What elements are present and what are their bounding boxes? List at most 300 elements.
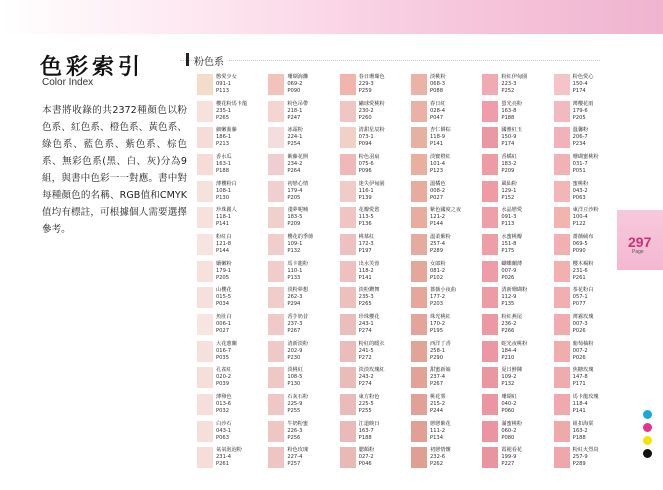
color-name: 薔薇絨布 <box>572 233 594 240</box>
color-page: P039 <box>216 381 230 388</box>
intro-paragraph: 本書將收錄的共2372種顏色以粉色系、紅色系、橙色系、黃色系、綠色系、藍色系、紫色系、棕色系、無彩色系(黑、白、灰)分為9組，與書中色彩一一對應。書中對每種顏色的名稱、RGB值和CMYK值均有標註，可根據個人需要選擇參考。 <box>42 105 187 235</box>
color-code: 110-1 <box>287 267 303 274</box>
color-page: P088 <box>429 88 444 94</box>
color-entry <box>197 127 258 154</box>
color-page: P205 <box>287 194 301 201</box>
color-name: 國雅紅玉 <box>501 127 523 134</box>
color-entry <box>554 367 615 394</box>
color-page: P260 <box>358 114 372 121</box>
color-info <box>501 234 522 255</box>
color-code: 043-1 <box>216 427 232 434</box>
color-info <box>287 181 308 202</box>
color-swatch <box>554 127 570 148</box>
color-entry <box>482 74 543 101</box>
color-name: 孔雀紅 <box>216 367 232 374</box>
color-page: P090 <box>287 88 301 94</box>
color-info <box>287 341 308 362</box>
color-info <box>359 101 385 122</box>
color-page: P227 <box>501 461 515 468</box>
color-info <box>287 287 308 308</box>
color-entry <box>268 367 329 394</box>
color-code: 177-2 <box>429 294 446 301</box>
color-info <box>573 287 594 308</box>
color-swatch <box>554 207 570 228</box>
color-info <box>216 154 232 175</box>
cmyk-registration-dots <box>643 410 652 458</box>
color-swatch <box>411 154 427 175</box>
color-info <box>573 261 594 282</box>
color-info <box>287 234 313 255</box>
color-info <box>287 101 308 122</box>
color-name: 粉紅白 <box>216 233 232 240</box>
color-swatch <box>554 394 570 415</box>
color-name: 水蜜桃瓣 <box>501 233 523 240</box>
color-page: P077 <box>572 301 586 308</box>
color-name: 嬌嫩粉 <box>216 260 232 267</box>
color-entry <box>268 447 329 474</box>
color-info <box>430 154 451 175</box>
color-entry <box>482 421 543 448</box>
color-swatch <box>411 421 427 442</box>
color-swatch <box>411 207 427 228</box>
color-swatch <box>197 234 213 255</box>
color-info <box>430 341 451 362</box>
color-code: 163-8 <box>501 107 517 114</box>
color-info <box>573 154 599 175</box>
color-page: P188 <box>501 114 515 121</box>
color-swatch <box>340 127 356 148</box>
color-code: 202-9 <box>287 347 303 354</box>
color-entry <box>268 127 329 154</box>
black-dot <box>643 449 652 458</box>
color-page: P135 <box>501 301 515 308</box>
color-code: 241-5 <box>358 347 374 354</box>
color-page: P051 <box>572 167 586 174</box>
color-page: P254 <box>287 141 301 148</box>
color-swatch <box>482 287 498 308</box>
color-page: P203 <box>429 301 444 308</box>
color-swatch <box>482 447 498 468</box>
color-info <box>501 207 522 228</box>
color-swatch <box>268 314 284 335</box>
color-page: P123 <box>429 167 444 174</box>
color-page: P267 <box>287 327 301 334</box>
color-entry <box>268 181 329 208</box>
color-swatch <box>268 447 284 468</box>
color-entry <box>340 421 401 448</box>
color-entry <box>197 234 258 261</box>
color-swatch <box>482 127 498 148</box>
color-swatch <box>482 394 498 415</box>
color-swatch <box>268 154 284 175</box>
color-name: 霞褪看花 <box>501 447 523 454</box>
color-info <box>573 74 594 95</box>
color-swatch <box>268 421 284 442</box>
color-page: P027 <box>216 327 230 334</box>
color-code: 043-2 <box>572 187 588 194</box>
color-info <box>359 341 385 362</box>
color-name: 薄櫻粉白 <box>216 180 237 187</box>
color-page: P188 <box>358 434 372 441</box>
color-name: 風仙粉 <box>501 180 517 187</box>
color-code: 118-1 <box>216 214 232 221</box>
color-entry <box>411 394 472 421</box>
color-name: 珊瑚海灘 <box>287 74 309 80</box>
color-name: 清新淡粉 <box>287 340 309 347</box>
color-code: 227-4 <box>287 454 303 461</box>
color-swatch <box>411 261 427 282</box>
color-name: 初戀情懷 <box>429 447 451 454</box>
color-code: 229-3 <box>358 81 374 87</box>
color-code: 015-5 <box>216 294 232 301</box>
color-entry <box>554 207 615 234</box>
color-info <box>216 367 232 388</box>
color-info <box>430 261 446 282</box>
color-code: 027-2 <box>358 454 374 461</box>
color-name: 桃花雾 <box>429 393 446 400</box>
color-swatch <box>197 421 213 442</box>
color-name: 珠光桃紅 <box>429 313 451 320</box>
color-name: 紐扣海棠 <box>572 420 594 427</box>
color-swatch <box>554 421 570 442</box>
color-name: 女郎粉 <box>429 260 446 267</box>
color-code: 116-1 <box>358 187 374 194</box>
color-name: 石灰石粉 <box>287 393 309 400</box>
color-name: 紫藤花開 <box>287 153 309 160</box>
color-code: 225-5 <box>358 400 374 407</box>
color-page: P080 <box>501 434 515 441</box>
color-swatch <box>197 341 213 362</box>
color-name: 螢光亮粉 <box>501 100 523 107</box>
color-page: P027 <box>429 194 444 201</box>
section-marker <box>186 53 189 66</box>
color-info <box>501 394 517 415</box>
color-code: 007-3 <box>572 320 588 327</box>
color-code: 237-3 <box>287 320 303 327</box>
color-entry <box>268 154 329 181</box>
color-code: 069-2 <box>287 81 303 87</box>
color-entry <box>197 287 258 314</box>
color-page: P261 <box>216 461 230 468</box>
color-info <box>430 447 451 468</box>
color-page: P252 <box>501 88 515 94</box>
color-entry <box>340 394 401 421</box>
color-code: 081-2 <box>429 267 446 274</box>
color-code: 031-7 <box>572 160 588 167</box>
color-name: 繡球愛桃粉 <box>358 100 385 107</box>
color-swatch <box>411 234 427 255</box>
color-code: 068-3 <box>429 81 446 87</box>
color-entry <box>554 341 615 368</box>
color-entry <box>411 447 472 474</box>
page-title: 色彩索引 <box>40 55 145 80</box>
color-entry <box>482 207 543 234</box>
color-code: 163-7 <box>358 427 374 434</box>
color-page: P060 <box>501 407 515 414</box>
color-code: 109-1 <box>287 240 303 247</box>
color-name: 溫橘色 <box>429 180 446 187</box>
color-name: 紫色國度之夜 <box>429 207 462 214</box>
color-code: 101-4 <box>429 160 446 167</box>
color-swatch <box>482 261 498 282</box>
color-entry <box>554 127 615 154</box>
color-code: 257-9 <box>572 454 588 461</box>
color-code: 040-2 <box>501 400 517 407</box>
color-name: 薔薇小夜曲 <box>429 287 456 294</box>
color-page: P130 <box>287 381 301 388</box>
color-entry <box>340 74 401 101</box>
color-swatch <box>554 154 570 175</box>
color-code: 231-6 <box>572 267 588 274</box>
color-code: 108-5 <box>287 374 303 381</box>
color-info <box>287 261 308 282</box>
color-swatch <box>554 181 570 202</box>
color-name: 粉紅的暖衣 <box>358 340 385 347</box>
color-info <box>573 314 594 335</box>
color-page: P290 <box>429 354 444 361</box>
color-info <box>501 447 522 468</box>
color-swatch <box>482 234 498 255</box>
color-entry <box>268 261 329 288</box>
color-swatch <box>268 101 284 122</box>
color-info <box>216 447 242 468</box>
color-page: P134 <box>429 434 444 441</box>
color-code: 234-2 <box>287 160 303 167</box>
color-swatch <box>482 341 498 362</box>
color-page: P213 <box>216 141 230 148</box>
color-entry <box>554 314 615 341</box>
color-entry <box>340 367 401 394</box>
color-code: 230-2 <box>358 107 374 114</box>
color-page: P141 <box>572 407 586 414</box>
magenta-dot <box>643 423 652 432</box>
color-entry <box>268 101 329 128</box>
color-code: 172-3 <box>358 240 374 247</box>
color-code: 091-1 <box>216 81 232 87</box>
color-code: 225-9 <box>287 400 303 407</box>
color-info <box>216 234 232 255</box>
color-swatch <box>197 207 213 228</box>
color-page: P141 <box>358 274 372 281</box>
color-code: 020-2 <box>216 374 232 381</box>
color-name: 蜜桃粉 <box>572 180 589 187</box>
color-swatch <box>268 207 284 228</box>
color-swatch <box>411 74 427 95</box>
color-entry <box>554 394 615 421</box>
color-name: 香橘紅 <box>501 153 517 160</box>
color-page: P266 <box>501 327 515 334</box>
color-entry <box>554 234 615 261</box>
color-page: P174 <box>572 88 586 94</box>
color-swatch <box>268 181 284 202</box>
color-code: 118-9 <box>429 134 446 141</box>
color-info <box>359 394 380 415</box>
color-page: P174 <box>501 141 515 148</box>
color-page: P026 <box>572 327 586 334</box>
color-info <box>501 314 522 335</box>
color-code: 121-2 <box>429 214 446 221</box>
color-swatch <box>197 127 213 148</box>
color-page: P274 <box>358 327 372 334</box>
color-page: P257 <box>287 461 301 468</box>
color-name: 初戀心情 <box>287 180 309 187</box>
color-entry <box>340 447 401 474</box>
color-name: 東洋豆沙粉 <box>572 207 599 214</box>
color-name: 花瓣愛慾 <box>358 207 380 214</box>
section-title: 粉色系 <box>194 53 228 68</box>
color-page: P144 <box>216 247 230 254</box>
color-page: P259 <box>358 88 372 94</box>
color-info <box>216 207 237 228</box>
color-code: 163-2 <box>572 427 588 434</box>
color-swatch <box>340 447 356 468</box>
color-name: 茶花粉白 <box>572 287 594 294</box>
color-info <box>216 127 237 148</box>
color-name: 大花蕙蘭 <box>216 340 237 347</box>
color-entry <box>197 341 258 368</box>
color-code: 016-7 <box>216 347 232 354</box>
color-name: 薄櫻花雨 <box>572 100 594 107</box>
color-info <box>359 367 385 388</box>
color-name: 淡粉鑽舞 <box>358 287 380 294</box>
color-entry <box>411 287 472 314</box>
color-page: P195 <box>429 327 444 334</box>
color-code: 007-9 <box>501 267 517 274</box>
color-info <box>430 287 456 308</box>
color-swatch <box>197 367 213 388</box>
color-swatch <box>340 207 356 228</box>
color-page: P205 <box>572 114 586 121</box>
color-page: P255 <box>287 407 301 414</box>
color-page: P230 <box>287 354 301 361</box>
color-entry <box>340 181 401 208</box>
color-info <box>430 207 461 228</box>
color-info <box>501 154 517 175</box>
color-swatch <box>554 74 570 95</box>
color-name: 薄霧玫瑰 <box>572 313 594 320</box>
color-info <box>287 127 303 148</box>
color-entry <box>340 207 401 234</box>
color-page: P289 <box>572 461 586 468</box>
color-entry <box>340 154 401 181</box>
color-name: 粉色愛心 <box>572 74 594 80</box>
color-swatch <box>340 314 356 335</box>
color-info <box>287 154 308 175</box>
color-entry <box>197 421 258 448</box>
color-info <box>501 367 522 388</box>
color-page: P133 <box>287 274 301 281</box>
color-name: 淡桃紅 <box>287 367 303 374</box>
color-swatch <box>340 74 356 95</box>
color-name: 桃慕紅 <box>358 233 375 240</box>
color-info <box>359 207 380 228</box>
color-entry <box>482 154 543 181</box>
color-name: 珊瑚蜜桃粉 <box>572 153 599 160</box>
color-swatch <box>411 341 427 362</box>
color-swatch <box>482 154 498 175</box>
color-name: 夏日鮮陳 <box>501 367 523 374</box>
color-swatch <box>197 447 213 468</box>
color-code: 186-1 <box>216 134 232 141</box>
color-name: 馬卡龍粉 <box>287 260 309 267</box>
color-info <box>287 314 308 335</box>
color-page: P274 <box>358 381 372 388</box>
color-code: 235-1 <box>216 107 232 114</box>
color-code: 262-3 <box>287 294 303 301</box>
color-entry <box>197 74 258 101</box>
color-name: 香芋奶昔 <box>287 313 309 320</box>
color-swatch <box>268 341 284 362</box>
color-page: P175 <box>501 247 515 254</box>
color-swatch <box>411 447 427 468</box>
page-label: Page <box>632 249 644 255</box>
color-info <box>430 314 451 335</box>
color-code: 111-2 <box>429 427 446 434</box>
color-page: P034 <box>216 301 230 308</box>
color-swatch <box>411 127 427 148</box>
color-entry <box>268 341 329 368</box>
color-code: 223-3 <box>501 81 517 87</box>
color-swatch <box>482 181 498 202</box>
color-name: 魚肚白 <box>216 313 232 320</box>
color-page: P090 <box>572 247 586 254</box>
color-info <box>573 234 594 255</box>
color-swatch <box>197 394 213 415</box>
color-entry <box>554 287 615 314</box>
color-code: 091-3 <box>501 214 517 221</box>
color-page: P102 <box>429 274 444 281</box>
color-page: P289 <box>429 247 444 254</box>
color-entry <box>554 447 615 474</box>
color-name: 江道映日 <box>358 420 380 427</box>
color-code: 060-2 <box>501 427 517 434</box>
color-page: P188 <box>572 434 586 441</box>
color-swatch <box>482 367 498 388</box>
color-info <box>430 421 451 442</box>
color-entry <box>482 447 543 474</box>
color-page: P197 <box>358 247 372 254</box>
color-swatch <box>411 394 427 415</box>
color-code: 231-4 <box>216 454 232 461</box>
color-swatch <box>482 74 498 95</box>
color-info <box>501 74 527 95</box>
color-entry <box>340 261 401 288</box>
color-name: 櫻花的季節 <box>287 233 314 240</box>
color-entry <box>268 287 329 314</box>
color-swatch <box>340 341 356 362</box>
color-info <box>359 234 375 255</box>
color-page: P265 <box>358 301 372 308</box>
color-page: P113 <box>216 88 230 94</box>
color-swatch <box>340 287 356 308</box>
color-info <box>430 127 451 148</box>
color-name: 迷失伊甸園 <box>358 180 385 187</box>
color-page: P152 <box>501 194 515 201</box>
color-swatch <box>482 421 498 442</box>
color-code: 150-4 <box>572 81 588 87</box>
color-code: 183-2 <box>501 160 517 167</box>
color-name: 淺夢呢喃 <box>287 207 309 214</box>
color-name: 粉色吊帶 <box>287 100 309 107</box>
color-page: P026 <box>501 274 515 281</box>
color-entry <box>268 207 329 234</box>
color-swatch <box>411 181 427 202</box>
color-info <box>430 181 446 202</box>
color-page: P262 <box>429 461 444 468</box>
color-entry <box>482 314 543 341</box>
color-code: 151-8 <box>501 240 517 247</box>
color-code: 170-2 <box>429 320 446 327</box>
